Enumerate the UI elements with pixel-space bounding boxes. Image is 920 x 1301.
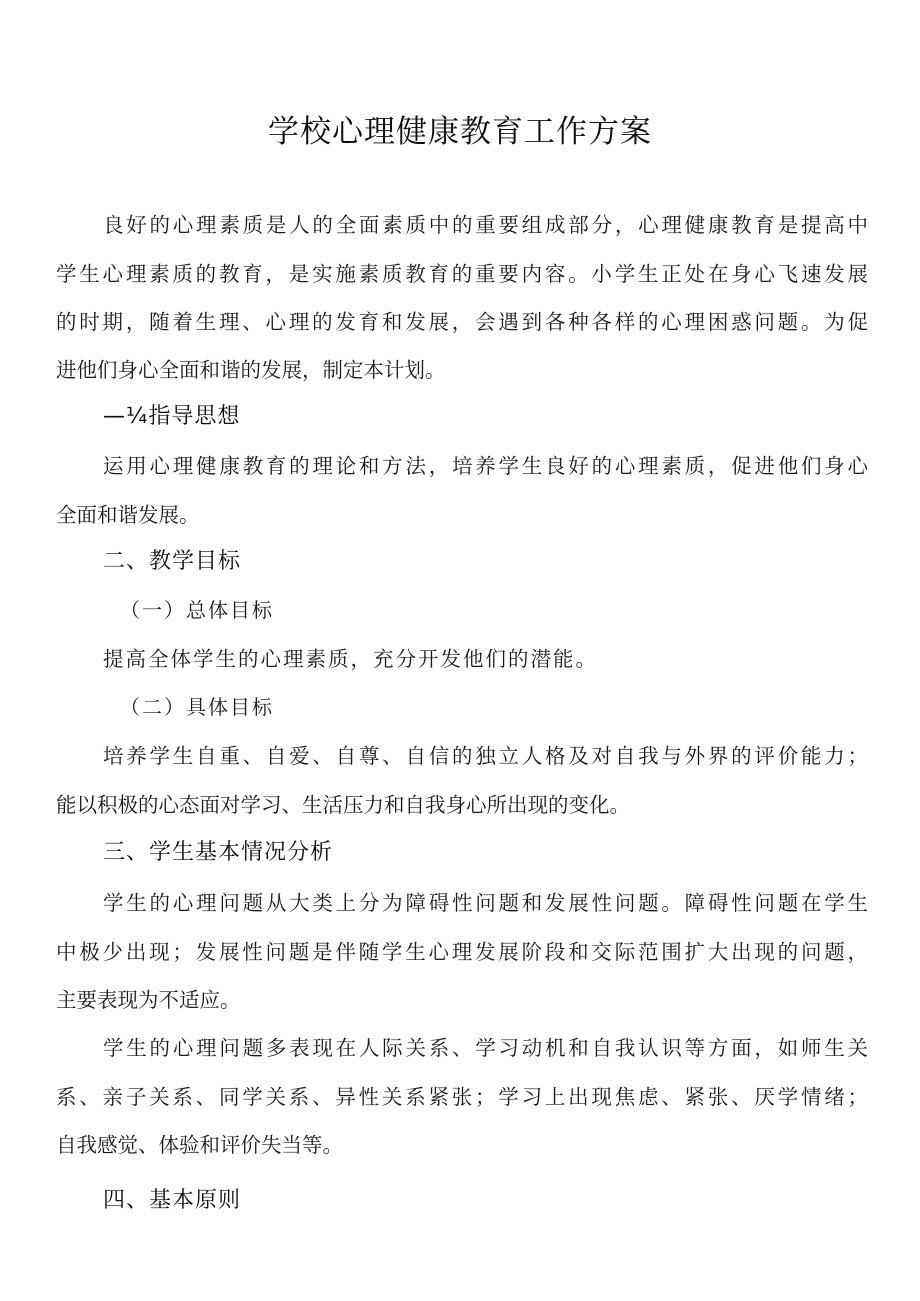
section-heading-guiding-ideology: —¼指导思想 [103,404,241,429]
paragraph-line: 良好的心理素质是人的全面素质中的重要组成部分，心理健康教育是提高中 [103,213,868,237]
subsection-heading-specific-goal: （二）具体目标 [120,695,274,719]
section-heading-student-analysis: 三、学生基本情况分析 [103,840,334,865]
paragraph-line: 运用心理健康教育的理论和方法，培养学生良好的心理素质，促进他们身心 [103,454,868,478]
paragraph-line: 的时期，随着生理、心理的发育和发展，会遇到各种各样的心理困惑问题。为促 [56,310,868,334]
section-heading-teaching-goals: 二、教学目标 [103,549,242,574]
paragraph-line: 培养学生自重、自爱、自尊、自信的独立人格及对自我与外界的评价能力； [103,744,868,768]
paragraph-line: 进他们身心全面和谐的发展，制定本计划。 [56,358,446,382]
paragraph-line: 能以积极的心态面对学习、生活压力和自我身心所出现的变化。 [56,793,630,817]
section-heading-basic-principles: 四、基本原则 [103,1188,242,1213]
subsection-heading-overall-goal: （一）总体目标 [120,598,274,622]
paragraph-line: 自我感觉、体验和评价失当等。 [56,1133,343,1157]
paragraph-line: 中极少出现；发展性问题是伴随学生心理发展阶段和交际范围扩大出现的问题， [56,940,868,964]
paragraph-line: 全面和谐发展。 [56,503,200,527]
paragraph-line: 系、亲子关系、同学关系、异性关系紧张；学习上出现焦虑、紧张、厌学情绪； [56,1085,868,1109]
paragraph-line: 学生的心理问题多表现在人际关系、学习动机和自我认识等方面，如师生关 [103,1036,868,1060]
overall-goal-text: 提高全体学生的心理素质，充分开发他们的潜能。 [103,647,598,671]
paragraph-line: 学生心理素质的教育，是实施素质教育的重要内容。小学生正处在身心飞速发展 [56,262,868,286]
paragraph-line: 学生的心理问题从大类上分为障碍性问题和发展性问题。障碍性问题在学生 [103,891,868,915]
paragraph-line: 主要表现为不适应。 [56,988,241,1012]
document-title: 学校心理健康教育工作方案 [268,114,652,150]
